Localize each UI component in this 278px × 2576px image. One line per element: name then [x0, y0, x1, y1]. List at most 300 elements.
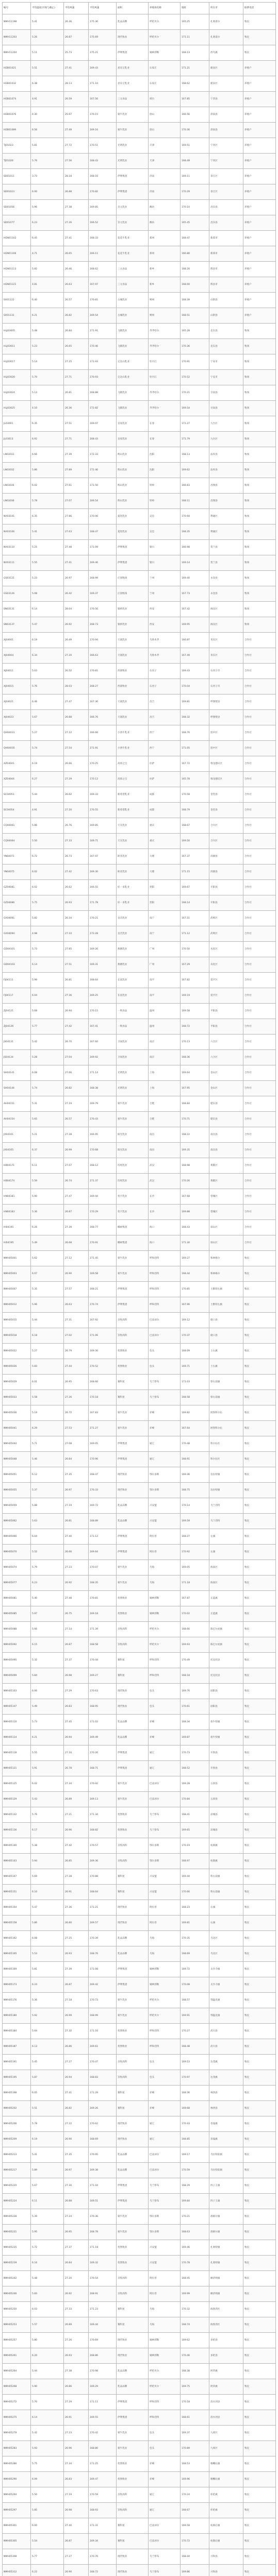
- table-cell: 27.41: [64, 231, 89, 246]
- table-cell: 168.43: [89, 154, 117, 169]
- table-cell: 优然牧业: [117, 1807, 149, 1823]
- table-cell: 沈阳: [149, 463, 181, 478]
- table-row: [3, 138, 276, 154]
- table-cell: 169.05: [89, 1436, 117, 1452]
- table-cell: NMH05283: [3, 2441, 31, 2456]
- table-cell: 巴彦淖尔: [149, 1328, 181, 1344]
- table-cell: 26.52: [64, 664, 89, 679]
- table-cell: 170.51: [89, 138, 117, 154]
- table-cell: 27.42: [64, 1019, 89, 1035]
- table-cell: NMH05044: [3, 1436, 31, 1452]
- table-cell: 优然牧业: [117, 1606, 149, 1622]
- table-cell: 蒙牛乳业: [117, 2209, 149, 2225]
- table-cell: 6.19: [31, 2132, 64, 2147]
- table-cell: 170.04: [181, 679, 209, 694]
- table-cell: 蒙牛乳业: [117, 123, 149, 138]
- table-cell: FJ04117: [3, 988, 31, 1004]
- table-cell: 合作社: [243, 1143, 276, 1158]
- table-cell: 170.94: [181, 509, 209, 524]
- table-cell: 168.47: [89, 1467, 117, 1483]
- table-cell: 170.47: [89, 2055, 117, 2070]
- table-cell: 牧民: [243, 1699, 276, 1715]
- table-row: [3, 2256, 276, 2271]
- table-cell: 陈巴尔虎旗: [209, 1637, 243, 1653]
- table-row: [3, 401, 276, 416]
- table-cell: 170.49: [181, 1653, 209, 1668]
- table-cell: 5.66: [31, 1622, 64, 1637]
- table-cell: 169.14: [181, 555, 209, 571]
- table-row: [3, 1467, 276, 1483]
- table-cell: 牧民: [243, 2348, 276, 2364]
- table-cell: 26.94: [64, 1004, 89, 1019]
- table-cell: 邢台: [149, 92, 181, 107]
- table-cell: NMH05275: [3, 2410, 31, 2426]
- table-cell: 171.91: [89, 741, 117, 756]
- table-cell: 168.36: [181, 1050, 209, 1065]
- table-cell: 5.55: [31, 1745, 64, 1761]
- table-cell: NMH05290: [3, 2472, 31, 2487]
- table-cell: 170.29: [181, 184, 209, 200]
- table-cell: 27.25: [64, 1931, 89, 1946]
- table-cell: 飞鹤乳业: [117, 324, 149, 339]
- table-row: [3, 1081, 276, 1096]
- table-cell: AH04151: [3, 1096, 31, 1112]
- table-cell: 169.64: [181, 1065, 209, 1081]
- table-cell: 光明乳业: [117, 1081, 149, 1096]
- table-row: [3, 1761, 276, 1776]
- table-cell: 5.81: [31, 1962, 64, 1977]
- table-cell: 168.80: [89, 2441, 117, 2456]
- table-cell: 合作社: [243, 849, 276, 865]
- table-cell: 牧民: [243, 2534, 276, 2549]
- table-cell: 26.92: [64, 1575, 89, 1591]
- table-cell: 168.69: [181, 1946, 209, 1962]
- table-cell: 171.02: [89, 1715, 117, 1730]
- table-cell: 光明乳业: [117, 154, 149, 169]
- table-row: [3, 1174, 276, 1189]
- table-cell: 168.22: [181, 1127, 209, 1143]
- table-cell: 优然牧业: [117, 2024, 149, 2039]
- table-row: [3, 633, 276, 648]
- table-cell: 赤峰: [149, 1730, 181, 1745]
- table-cell: 乌海: [149, 2302, 181, 2317]
- table-cell: 27.85: [64, 942, 89, 957]
- table-cell: 长春: [149, 416, 181, 432]
- table-cell: 大理: [149, 865, 181, 880]
- table-cell: NMH05242: [3, 2271, 31, 2286]
- table-cell: 吴忠: [149, 524, 181, 540]
- table-cell: 海勃湾区: [209, 2302, 243, 2317]
- table-cell: 170.98: [89, 2364, 117, 2379]
- table-row: [3, 1313, 276, 1328]
- table-cell: YN04071: [3, 849, 31, 865]
- table-cell: 171.18: [181, 1575, 209, 1591]
- table-cell: 27.51: [64, 416, 89, 432]
- table-cell: 5.36: [31, 1205, 64, 1220]
- table-cell: 6.26: [31, 1220, 64, 1235]
- table-row: [3, 679, 276, 694]
- table-cell: 新希望乳业: [117, 803, 149, 818]
- table-cell: 171.30: [181, 1235, 209, 1251]
- table-cell: 辉县市: [209, 277, 243, 293]
- table-cell: 5.75: [31, 2456, 64, 2472]
- table-cell: 5.73: [31, 1715, 64, 1730]
- table-cell: 5.75: [31, 895, 64, 911]
- table-cell: 鄂温克旗: [209, 2008, 243, 2024]
- table-cell: NMH05191: [3, 2055, 31, 2070]
- table-cell: 5.23: [31, 571, 64, 586]
- table-cell: 牧场: [243, 494, 276, 509]
- table-cell: 27.23: [64, 1560, 89, 1575]
- table-cell: 均瑶乳业: [117, 1158, 149, 1174]
- table-cell: 27.02: [64, 1328, 89, 1344]
- table-cell: 蒙牛乳业: [117, 2426, 149, 2441]
- table-cell: 牧民: [243, 2503, 276, 2518]
- table-cell: 呼和浩特: [149, 1251, 181, 1266]
- table-cell: 168.99: [89, 2008, 117, 2024]
- table-cell: 5.96: [31, 200, 64, 215]
- table-cell: 171.34: [89, 1807, 117, 1823]
- table-cell: 朔州: [149, 308, 181, 324]
- table-cell: 169.49: [89, 1730, 117, 1745]
- table-row: [3, 895, 276, 911]
- table-cell: 昌吉: [149, 710, 181, 725]
- table-cell: 赛科星: [117, 1390, 149, 1405]
- table-cell: 5.73: [31, 942, 64, 957]
- table-row: [3, 988, 276, 1004]
- table-row: [3, 1096, 276, 1112]
- table-cell: HLJ03020: [3, 370, 31, 385]
- table-cell: 乌鲁木齐: [149, 633, 181, 648]
- table-cell: 170.59: [181, 2163, 209, 2178]
- table-cell: JS04131: [3, 1035, 31, 1050]
- table-cell: 171.08: [89, 1962, 117, 1977]
- table-cell: NMH05007: [3, 1282, 31, 1297]
- table-cell: 合作社: [243, 725, 276, 741]
- table-cell: 银桥乳业: [117, 602, 149, 617]
- table-cell: NMH05074: [3, 1560, 31, 1575]
- table-cell: 27.28: [64, 1869, 89, 1885]
- table-cell: 175.36: [89, 14, 117, 30]
- table-cell: 170.12: [89, 772, 117, 787]
- table-cell: 从化区: [209, 957, 243, 973]
- table-cell: AH04154: [3, 1112, 31, 1127]
- table-cell: 包头: [149, 2441, 181, 2456]
- table-cell: 欧亚乳业: [117, 849, 149, 865]
- table-row: [3, 1653, 276, 1668]
- table-cell: 170.54: [89, 2271, 117, 2286]
- table-cell: NMH05085: [3, 1606, 31, 1622]
- table-cell: 庄园牧场: [117, 571, 149, 586]
- table-cell: 养殖户: [243, 308, 276, 324]
- table-row: [3, 1035, 276, 1050]
- table-cell: 南昌: [149, 1143, 181, 1158]
- table-cell: 169.67: [181, 880, 209, 895]
- table-cell: 牧民: [243, 1730, 276, 1745]
- table-row: [3, 1405, 276, 1421]
- table-cell: 现代牧业: [117, 1900, 149, 1916]
- table-row: [3, 617, 276, 633]
- table-cell: 牧民: [243, 2302, 276, 2317]
- table-cell: 呼和浩特: [149, 1668, 181, 1684]
- table-cell: 新乡: [149, 262, 181, 277]
- table-row: [3, 2070, 276, 2086]
- table-cell: 168.16: [89, 169, 117, 184]
- table-cell: 5.46: [31, 1452, 64, 1467]
- table-cell: 牧场: [243, 339, 276, 354]
- table-cell: 合作社: [243, 1127, 276, 1143]
- table-cell: 牧民: [243, 14, 276, 30]
- table-cell: 169.32: [89, 2256, 117, 2271]
- table-cell: 171.11: [181, 30, 209, 45]
- table-cell: 168.43: [89, 432, 117, 447]
- table-cell: 开鲁县: [209, 1745, 243, 1761]
- table-cell: 5.44: [31, 787, 64, 803]
- table-cell: 乳品品牌: [117, 1498, 149, 1514]
- table-row: [3, 865, 276, 880]
- table-cell: 现代牧业: [117, 1467, 149, 1483]
- table-cell: 牧民: [243, 1498, 276, 1514]
- table-cell: 伊利集团: [117, 2178, 149, 2194]
- table-cell: 赤峰: [149, 2456, 181, 2472]
- table-cell: 阿拉善: [149, 1916, 181, 1931]
- table-cell: 乌海: [149, 1946, 181, 1962]
- table-cell: 167.49: [181, 648, 209, 664]
- table-cell: 6.04: [31, 988, 64, 1004]
- table-cell: 古城乳业: [117, 308, 149, 324]
- table-cell: 5.38: [31, 1838, 64, 1854]
- table-cell: 燕塘乳业: [117, 942, 149, 957]
- table-row: [3, 2302, 276, 2317]
- table-cell: 5.63: [31, 1514, 64, 1529]
- table-cell: 169.43: [181, 664, 209, 679]
- table-cell: 圣元乳业: [117, 215, 149, 231]
- table-cell: 26.98: [64, 2503, 89, 2518]
- table-cell: 蒙牛乳业: [117, 2008, 149, 2024]
- table-cell: 5.47: [31, 617, 64, 633]
- table-cell: 呼和浩特: [149, 2024, 181, 2039]
- table-cell: 温州: [149, 1019, 181, 1035]
- table-cell: 阎良区: [209, 602, 243, 617]
- table-cell: 昌乐县: [209, 215, 243, 231]
- table-cell: 168.47: [181, 231, 209, 246]
- table-cell: 27.20: [64, 648, 89, 664]
- table-row: [3, 1359, 276, 1375]
- table-cell: 5.44: [31, 1313, 64, 1328]
- table-cell: 齐齐哈尔: [149, 401, 181, 416]
- table-cell: 南京: [149, 1035, 181, 1050]
- table-cell: 171.93: [89, 354, 117, 370]
- table-row: [3, 215, 276, 231]
- table-cell: 6.03: [31, 2302, 64, 2317]
- table-cell: 昌吉: [149, 694, 181, 710]
- table-cell: 170.15: [89, 107, 117, 123]
- table-cell: 26.99: [64, 2008, 89, 2024]
- table-cell: 165.45: [181, 215, 209, 231]
- table-cell: 168.41: [181, 1807, 209, 1823]
- table-cell: 5.51: [31, 61, 64, 76]
- table-row: [3, 30, 276, 45]
- table-cell: 牧民: [243, 1467, 276, 1483]
- table-row: [3, 2055, 276, 2070]
- table-cell: HEB01074: [3, 92, 31, 107]
- table-row: [3, 1684, 276, 1699]
- table-cell: 6.13: [31, 2039, 64, 2055]
- table-row: [3, 787, 276, 803]
- table-cell: 6.40: [31, 293, 64, 308]
- table-cell: 5.88: [31, 1498, 64, 1514]
- table-cell: 6.17: [31, 1823, 64, 1838]
- table-cell: 165.25: [181, 14, 209, 30]
- table-cell: NMH05059: [3, 1498, 31, 1514]
- table-cell: 26.95: [64, 1375, 89, 1390]
- table-cell: 现代牧业: [117, 2565, 149, 2576]
- table-cell: 5.90: [31, 1189, 64, 1205]
- table-cell: NMH05268: [3, 2379, 31, 2395]
- table-row: [3, 2286, 276, 2302]
- table-cell: 166.54: [89, 494, 117, 509]
- table-cell: 铁岭: [149, 494, 181, 509]
- table-cell: NMH05012: [3, 1297, 31, 1313]
- table-cell: 27.47: [64, 1189, 89, 1205]
- table-row: [3, 1560, 276, 1575]
- table-cell: 6.34: [31, 648, 64, 664]
- table-cell: 现代牧业: [117, 2333, 149, 2348]
- table-cell: 现代牧业: [117, 2116, 149, 2132]
- table-cell: 赛科星: [117, 2317, 149, 2333]
- table-cell: 169.36: [181, 1467, 209, 1483]
- table-cell: 牧民: [243, 2132, 276, 2147]
- table-cell: 兴安盟: [149, 2240, 181, 2256]
- table-cell: 杭锦后旗: [209, 2518, 243, 2534]
- table-cell: NMH05184: [3, 2024, 31, 2039]
- table-cell: 26.91: [64, 1885, 89, 1900]
- table-cell: 5.45: [31, 2055, 64, 2070]
- table-cell: 贵阳: [149, 895, 181, 911]
- table-cell: 牧民: [243, 2024, 276, 2039]
- table-cell: NMH05018: [3, 1328, 31, 1344]
- table-cell: 上海: [149, 1081, 181, 1096]
- table-row: [3, 416, 276, 432]
- table-cell: 伊利集团: [117, 2410, 149, 2426]
- table-cell: HEN01113: [3, 262, 31, 277]
- table-cell: 伊利集团: [117, 1545, 149, 1560]
- table-cell: 26.65: [64, 339, 89, 354]
- table-cell: 合作社: [243, 1112, 276, 1127]
- table-cell: 6.35: [31, 509, 64, 524]
- table-cell: 168.51: [181, 308, 209, 324]
- table-cell: 169.57: [89, 1916, 117, 1931]
- table-cell: 170.82: [89, 184, 117, 200]
- table-row: [3, 2178, 276, 2194]
- table-cell: 圣牧高科: [117, 2487, 149, 2503]
- table-cell: 伊利集团: [117, 45, 149, 61]
- table-cell: 南昌县: [209, 1143, 243, 1158]
- table-cell: 171.27: [181, 416, 209, 432]
- table-cell: 牧民: [243, 1452, 276, 1467]
- table-cell: 170.68: [89, 1143, 117, 1158]
- table-cell: 6.24: [31, 1977, 64, 1993]
- table-cell: 乌兰察布: [149, 2178, 181, 2194]
- table-cell: 169.47: [89, 2472, 117, 2487]
- table-cell: NMH05253: [3, 2317, 31, 2333]
- table-cell: 27.14: [64, 1622, 89, 1637]
- table-cell: HEB01032: [3, 76, 31, 92]
- table-cell: 169.54: [181, 401, 209, 416]
- table-cell: 陈巴尔虎旗: [209, 1622, 243, 1637]
- table-cell: 好一多乳业: [117, 880, 149, 895]
- table-cell: 167.41: [89, 1019, 117, 1035]
- table-cell: 翁牛特旗: [209, 1730, 243, 1745]
- table-cell: NMH05272: [3, 2395, 31, 2410]
- table-cell: 170.10: [181, 200, 209, 215]
- table-cell: 阿拉善: [149, 2271, 181, 2286]
- table-cell: 169.99: [181, 2286, 209, 2302]
- table-cell: 170.26: [181, 1174, 209, 1189]
- table-cell: NMH05213: [3, 2147, 31, 2163]
- table-cell: 蒙牛乳业: [117, 1776, 149, 1792]
- table-cell: 169.33: [89, 787, 117, 803]
- table-cell: 170.59: [89, 2487, 117, 2503]
- table-cell: NMH05198: [3, 2086, 31, 2101]
- table-cell: 鄂尔多斯: [149, 1854, 181, 1869]
- table-cell: 蒙牛乳业: [117, 1421, 149, 1436]
- table-cell: 圣牧高科: [117, 1313, 149, 1328]
- table-cell: 天津: [149, 138, 181, 154]
- table-cell: 27.35: [64, 2147, 89, 2163]
- table-cell: 6.01: [31, 1375, 64, 1390]
- table-cell: 锡林郭勒: [149, 45, 181, 61]
- table-cell: 利通区: [209, 524, 243, 540]
- table-cell: 26.66: [64, 1545, 89, 1560]
- column-header: 所在市: [209, 3, 243, 14]
- table-cell: 5.39: [31, 2209, 64, 2225]
- table-cell: 牧场: [243, 617, 276, 633]
- table-cell: 小西牛乳业: [117, 741, 149, 756]
- table-cell: 广州: [149, 957, 181, 973]
- table-cell: 伊利集团: [117, 1436, 149, 1452]
- table-cell: 168.62: [181, 76, 209, 92]
- table-cell: 牧民: [243, 1606, 276, 1622]
- table-cell: 6.23: [31, 1575, 64, 1591]
- table-cell: 合作社: [243, 772, 276, 787]
- table-cell: 开鲁县: [209, 1761, 243, 1776]
- table-cell: 27.22: [64, 2116, 89, 2132]
- table-row: [3, 2209, 276, 2225]
- table-cell: 167.85: [181, 92, 209, 107]
- table-row: [3, 308, 276, 324]
- table-cell: 西部牧业: [117, 679, 149, 694]
- table-cell: 168.64: [89, 973, 117, 988]
- table-cell: 合作社: [243, 1050, 276, 1065]
- table-cell: 兴安盟: [149, 2256, 181, 2271]
- table-cell: 6.46: [31, 694, 64, 710]
- table-cell: 牧民: [243, 1421, 276, 1436]
- table-cell: 牧场: [243, 354, 276, 370]
- table-row: [3, 1390, 276, 1405]
- table-cell: 169.64: [89, 1545, 117, 1560]
- table-cell: 牧民: [243, 1529, 276, 1545]
- table-cell: 通辽: [149, 1745, 181, 1761]
- table-cell: 27.86: [64, 509, 89, 524]
- table-row: [3, 154, 276, 169]
- table-cell: 168.39: [181, 293, 209, 308]
- table-cell: 170.15: [89, 1004, 117, 1019]
- table-cell: 26.91: [64, 2410, 89, 2426]
- table-cell: 牧民: [243, 1761, 276, 1776]
- table-cell: 阿拉善: [149, 1529, 181, 1545]
- table-cell: 27.29: [64, 1684, 89, 1699]
